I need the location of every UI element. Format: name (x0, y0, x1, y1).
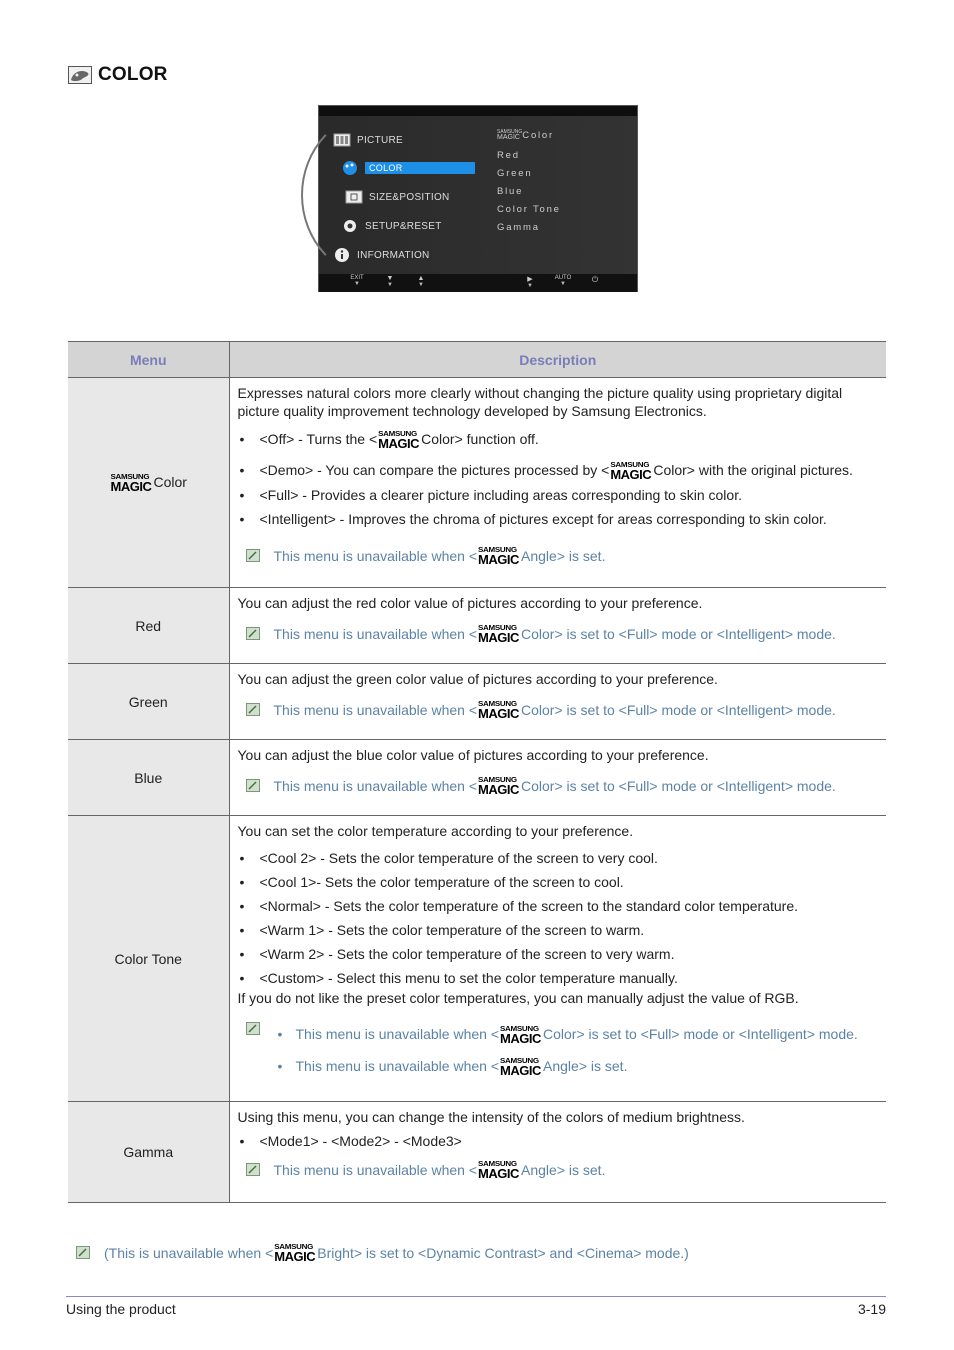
description-text: Expresses natural colors more clearly without changing the picture quality using proprietary digital picture quality improvement technology developed by Samsung Electronics. (237, 385, 843, 419)
menu-label: Color (153, 474, 187, 490)
list-item: • <Cool 1>- Sets the color temperature of the screen to cool. (238, 873, 879, 891)
text: Color> with the original pictures. (653, 462, 853, 478)
samsung-magic-logo (274, 1243, 316, 1262)
osd-auto-label: AUTO (554, 275, 572, 281)
header-description: Description (229, 342, 886, 378)
down-triangle-icon: ▼ (527, 283, 533, 289)
picture-icon (333, 132, 351, 148)
up-arrow-icon: ▲ (417, 275, 425, 282)
logo-top: SAMSUNG (478, 545, 517, 554)
note-icon (246, 779, 260, 792)
note-text: Bright> is set to <Dynamic Contrast> and <Cinema> mode.) (317, 1244, 689, 1261)
osd-body (319, 116, 637, 274)
logo-bottom: MAGIC (610, 467, 652, 482)
note-icon (246, 1163, 260, 1176)
down-arrow-icon: ▼ (386, 275, 394, 282)
samsung-magic-logo (478, 624, 520, 643)
note-text: This menu is unavailable when < (295, 1026, 500, 1042)
note-text: This menu is unavailable when < (273, 625, 478, 642)
samsung-magic-logo (500, 1025, 542, 1044)
osd-submenu-red: Red (497, 150, 520, 161)
osd-brand-bottom: MAGIC (497, 134, 520, 141)
osd-enter-button (520, 275, 540, 290)
samsung-magic-logo (478, 1160, 520, 1179)
info-icon (333, 247, 351, 263)
osd-item-color (341, 160, 475, 176)
logo-top: SAMSUNG (478, 699, 517, 708)
description-cell (229, 816, 886, 1102)
note-icon (246, 1022, 260, 1035)
samsung-magic-logo (378, 430, 420, 449)
description-text: You can adjust the green color value of pictures according to your preference. (237, 671, 718, 687)
osd-item-label: SIZE&POSITION (369, 191, 450, 203)
osd-screenshot (318, 105, 638, 292)
note-text: Angle> is set. (521, 547, 606, 564)
note (238, 776, 879, 795)
osd-power-button (585, 275, 605, 285)
osd-item-setup-reset (341, 218, 442, 234)
note (238, 700, 879, 719)
osd-down-button (380, 275, 400, 289)
logo-top: SAMSUNG (478, 1159, 517, 1168)
down-triangle-icon: ▼ (387, 282, 393, 288)
samsung-magic-logo (111, 473, 153, 492)
down-triangle-icon: ▼ (418, 282, 424, 288)
section-heading (68, 64, 168, 86)
power-icon: ⏻ (591, 275, 599, 284)
text: Color> function off. (421, 431, 539, 447)
logo-bottom: MAGIC (478, 1166, 519, 1181)
description-text: If you do not like the preset color temperatures, you can manually adjust the value of RGB. (237, 990, 799, 1006)
note-text: This menu is unavailable when < (273, 701, 478, 718)
logo-top: SAMSUNG (378, 429, 417, 438)
header-menu: Menu (68, 342, 229, 378)
note-text: This menu is unavailable when < (295, 1058, 500, 1074)
list-item: • <Custom> - Select this menu to set the color temperature manually. (238, 969, 879, 987)
note-text: Color> is set to <Full> mode or <Intelligent> mode. (521, 701, 836, 718)
down-triangle-icon: ▼ (354, 281, 360, 287)
list-item (238, 430, 879, 449)
page-title: COLOR (98, 64, 168, 85)
logo-top: SAMSUNG (274, 1242, 314, 1251)
menu-color-tone: Color Tone (68, 816, 229, 1102)
logo-bottom: MAGIC (110, 479, 152, 494)
samsung-magic-logo (478, 700, 520, 719)
description-cell (229, 378, 886, 588)
osd-auto-button (553, 275, 573, 288)
osd-item-label: PICTURE (357, 134, 403, 146)
note-text: (This is unavailable when < (104, 1244, 274, 1261)
osd-exit-label: EXIT (350, 275, 364, 281)
note-text: Color> is set to <Full> mode or <Intelligent> mode. (521, 777, 836, 794)
note-list-item (274, 1025, 858, 1044)
osd-submenu-blue: Blue (497, 186, 524, 197)
note (238, 624, 879, 643)
table-row (68, 664, 886, 740)
list-item: • <Warm 2> - Sets the color temperature of the screen to very warm. (238, 945, 879, 963)
logo-bottom: MAGIC (274, 1249, 316, 1264)
osd-item-information (333, 247, 430, 263)
list-item: • <Cool 2> - Sets the color temperature of the screen to very cool. (238, 849, 879, 867)
osd-item-size-position (345, 189, 450, 205)
menu-gamma: Gamma (68, 1102, 229, 1203)
menu-description-table (68, 341, 886, 1203)
size-position-icon (345, 189, 363, 205)
osd-button-bar (319, 274, 637, 292)
osd-brand-top: SAMSUNG (497, 129, 523, 135)
note-text: This menu is unavailable when < (273, 547, 478, 564)
table-row (68, 1102, 886, 1203)
logo-bottom: MAGIC (378, 436, 419, 451)
footer-note (76, 1243, 689, 1262)
logo-top: SAMSUNG (478, 775, 517, 784)
description-text: You can adjust the blue color value of pictures according to your preference. (237, 747, 709, 763)
description-cell (229, 740, 886, 816)
osd-submenu-green: Green (497, 168, 533, 179)
table-row (68, 378, 886, 588)
menu-magic-color (68, 378, 229, 588)
samsung-magic-logo (478, 776, 520, 795)
logo-top: SAMSUNG (478, 623, 517, 632)
note-text: Angle> is set. (543, 1058, 628, 1074)
samsung-magic-logo (478, 546, 520, 565)
osd-exit-button (347, 275, 367, 288)
description-cell (229, 664, 886, 740)
list-item: • <Warm 1> - Sets the color temperature of the screen to warm. (238, 921, 879, 939)
note-list-item (274, 1057, 858, 1076)
list-item: • <Full> - Provides a clearer picture including areas corresponding to skin color. (238, 486, 879, 504)
logo-bottom: MAGIC (478, 552, 519, 567)
table-row (68, 588, 886, 664)
description-text: You can set the color temperature according to your preference. (237, 823, 634, 839)
table-row (68, 740, 886, 816)
note-icon (246, 627, 260, 640)
osd-item-label-selected: COLOR (365, 162, 475, 174)
down-triangle-icon: ▼ (560, 281, 566, 287)
note-text: This menu is unavailable when < (273, 777, 478, 794)
note-icon (76, 1246, 90, 1259)
list-item: • <Mode1> - <Mode2> - <Mode3> (238, 1132, 879, 1150)
osd-up-button (411, 275, 431, 289)
menu-blue: Blue (68, 740, 229, 816)
osd-item-label: INFORMATION (357, 249, 430, 261)
note-icon (246, 549, 260, 562)
osd-item-label: SETUP&RESET (365, 220, 442, 232)
footer-divider (66, 1296, 886, 1297)
logo-bottom: MAGIC (478, 630, 519, 645)
note-text: This menu is unavailable when < (273, 1161, 478, 1178)
gear-icon (341, 218, 359, 234)
list-item: • <Normal> - Sets the color temperature of the screen to the standard color temperature. (238, 897, 879, 915)
text: <Demo> - You can compare the pictures processed by < (259, 462, 610, 478)
description-cell (229, 588, 886, 664)
logo-bottom: MAGIC (478, 706, 519, 721)
note-text: Angle> is set. (521, 1161, 606, 1178)
note (238, 1160, 879, 1179)
description-cell (229, 1102, 886, 1203)
description-text: Using this menu, you can change the intensity of the colors of medium brightness. (237, 1109, 745, 1125)
note (238, 1021, 879, 1089)
list-item: • <Intelligent> - Improves the chroma of pictures except for areas corresponding to skin color. (238, 510, 879, 528)
play-icon: ▶ (527, 276, 533, 283)
color-palette-icon (68, 66, 92, 84)
logo-top: SAMSUNG (610, 460, 650, 469)
menu-red: Red (68, 588, 229, 664)
note (238, 546, 879, 565)
logo-top: SAMSUNG (500, 1024, 539, 1033)
table-row (68, 816, 886, 1102)
osd-submenu-color-tone: Color Tone (497, 204, 561, 215)
note-text: Color> is set to <Full> mode or <Intelligent> mode. (521, 625, 836, 642)
samsung-magic-logo (500, 1057, 542, 1076)
footer-page-number: 3-19 (857, 1301, 886, 1317)
list-item (238, 461, 879, 480)
note-icon (246, 703, 260, 716)
note-text: Color> is set to <Full> mode or <Intelligent> mode. (543, 1026, 858, 1042)
samsung-magic-logo (610, 461, 652, 480)
description-text: You can adjust the red color value of pictures according to your preference. (237, 595, 703, 611)
footer-section-label: Using the product (66, 1301, 176, 1317)
logo-bottom: MAGIC (500, 1031, 541, 1046)
text: <Off> - Turns the < (259, 431, 378, 447)
logo-bottom: MAGIC (500, 1063, 541, 1078)
logo-top: SAMSUNG (110, 472, 150, 481)
osd-item-picture (333, 132, 403, 148)
osd-submenu-gamma: Gamma (497, 222, 540, 233)
color-icon (341, 160, 359, 176)
osd-submenu-label: Color (522, 130, 554, 141)
menu-green: Green (68, 664, 229, 740)
osd-submenu-magic-color (497, 130, 554, 141)
logo-top: SAMSUNG (500, 1056, 539, 1065)
table-header-row (68, 342, 886, 378)
logo-bottom: MAGIC (478, 782, 519, 797)
